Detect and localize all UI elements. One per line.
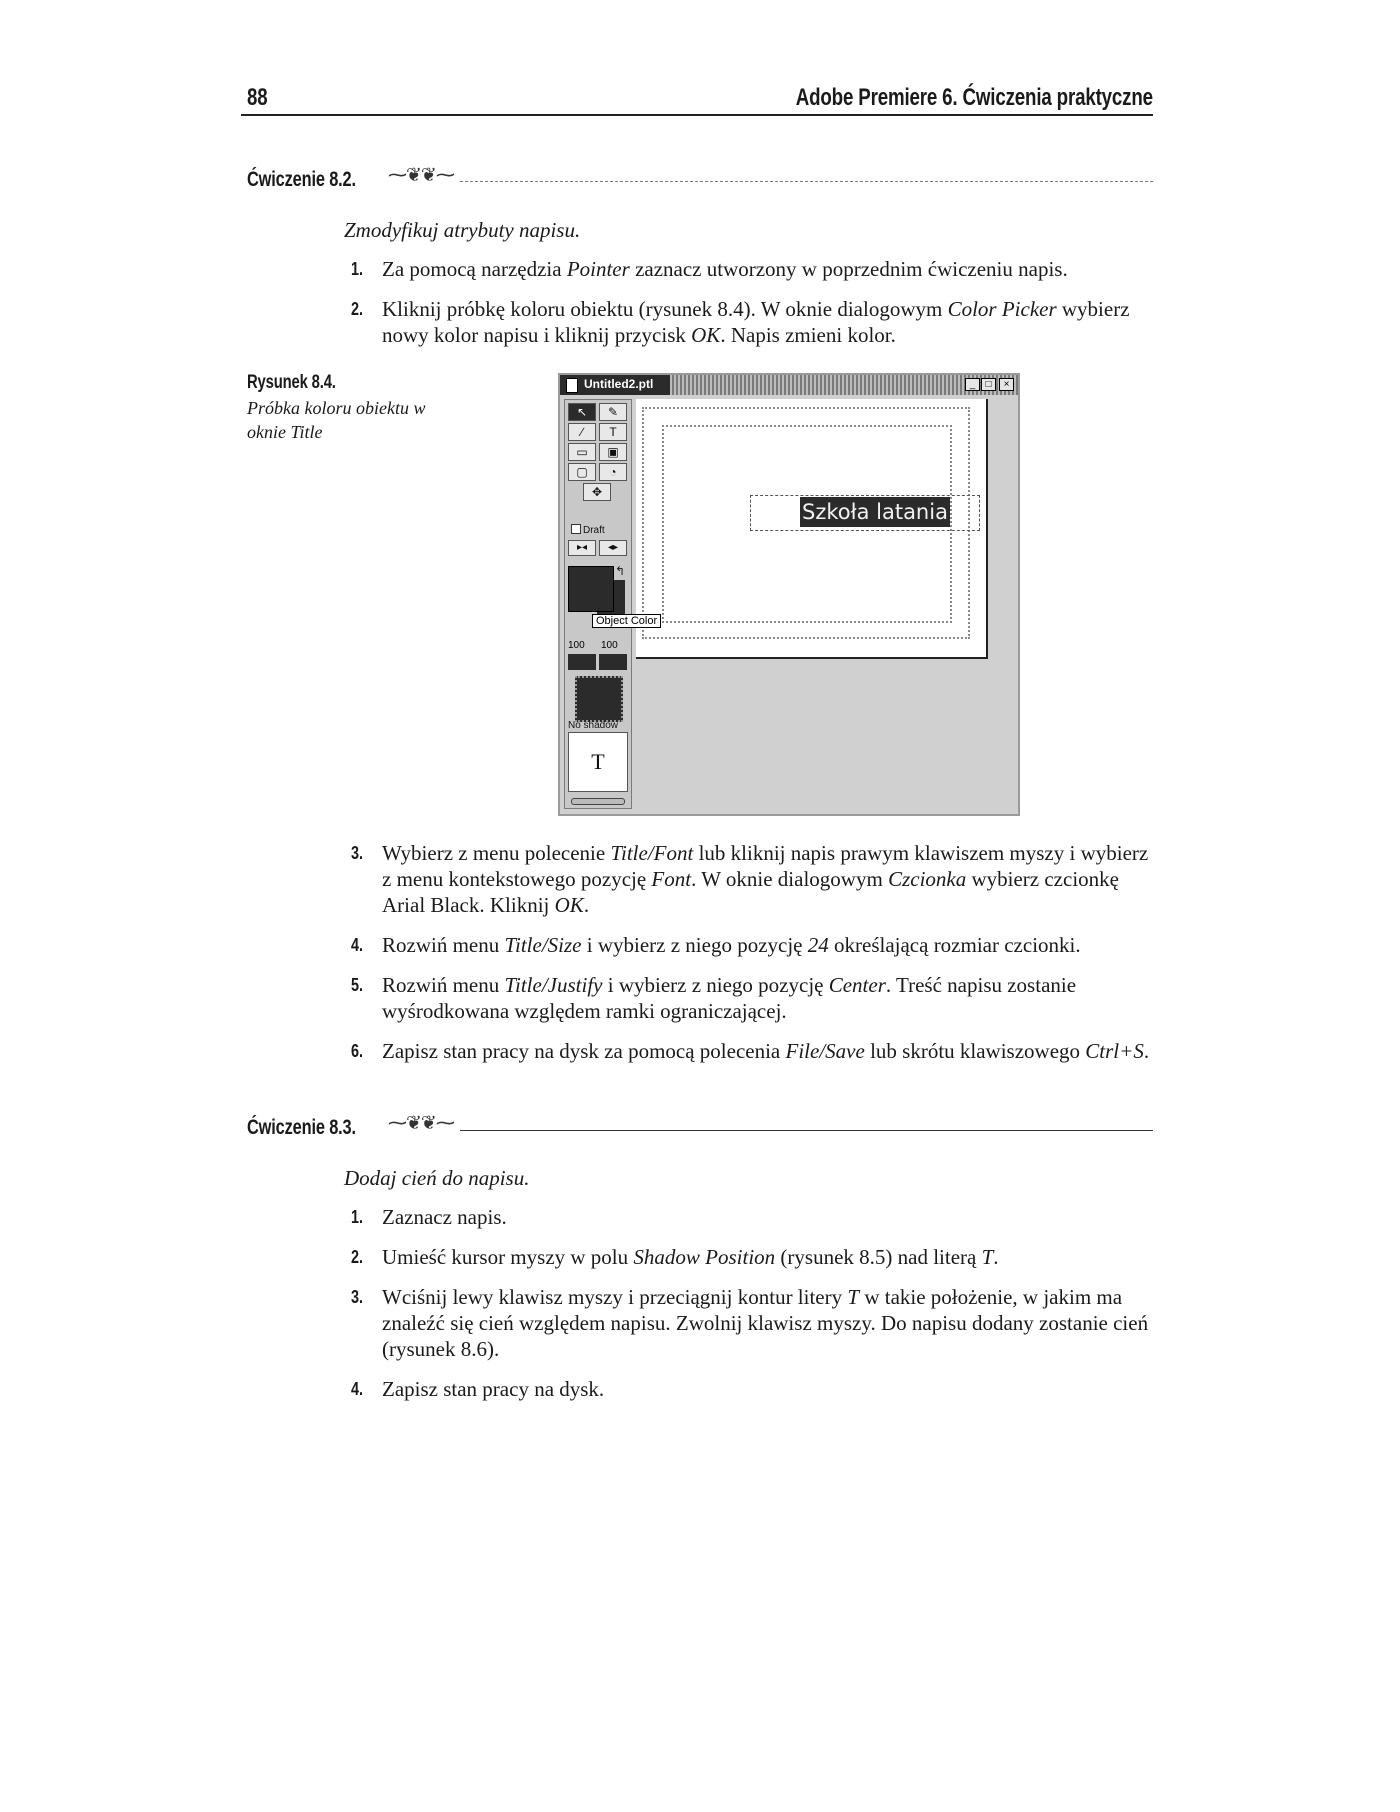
pointer-tool-icon[interactable]: ↖ (568, 403, 596, 421)
type-tool-icon[interactable]: T (599, 423, 627, 441)
exercise-rule (460, 181, 1153, 182)
rounded-rect-tool-icon[interactable]: ▢ (568, 463, 596, 481)
step-item: 4. Rozwiń menu Title/Size i wybierz z niego pozycję 24 określającą rozmiar czcionki. (351, 933, 1081, 957)
figure-caption: Próbka koloru obiektu w oknie Title (247, 398, 426, 442)
step-list-continued (351, 840, 1151, 1078)
shadow-letter[interactable]: T (591, 749, 605, 774)
title-canvas[interactable] (636, 399, 988, 659)
running-title: Adobe Premiere 6. Ćwiczenia praktyczne (795, 84, 1153, 111)
minimize-button[interactable]: _ (965, 378, 980, 391)
filled-rectangle-tool-icon[interactable]: ▣ (599, 443, 627, 461)
figure-label: Rysunek 8.4. (247, 372, 336, 393)
line-tool-icon[interactable]: ∕ (568, 423, 596, 441)
no-shadow-label: No shadow (568, 720, 619, 731)
step-number: 2. (351, 1247, 364, 1267)
rectangle-tool-icon[interactable]: ▭ (568, 443, 596, 461)
window-titlebar[interactable] (560, 375, 1018, 395)
gradient-start-swatch[interactable] (568, 654, 596, 670)
maximize-button[interactable]: □ (981, 378, 996, 391)
draft-checkbox[interactable]: Draft (571, 524, 605, 536)
step-item: 1. Zaznacz napis. (351, 1205, 507, 1229)
title-window (558, 373, 1020, 816)
step-number: 3. (351, 1287, 364, 1307)
step-number: 2. (351, 299, 364, 319)
step-number: 3. (351, 843, 364, 863)
object-color-swatch[interactable] (568, 566, 614, 612)
shadow-position-box[interactable] (568, 732, 628, 792)
step-item: 3. Wciśnij lewy klawisz myszy i przeciągnij kontur litery T w takie położenie, w jakim ma znaleźć się cień względem napisu. Zwolnij klawisz myszy. Do napisu dodany zostanie cień (rysunek 8.6). (351, 1285, 1149, 1361)
justify-right-icon[interactable]: ◂▸ (599, 540, 627, 556)
palette-scrollbar[interactable] (571, 798, 625, 805)
step-item: 6. Zapisz stan pracy na dysk za pomocą polecenia File/Save lub skrótu klawiszowego Ctrl+S. (351, 1039, 1150, 1063)
selected-title-text[interactable]: Szkoła latania (800, 497, 950, 527)
step-item: 3. Wybierz z menu polecenie Title/Font lub kliknij napis prawym klawiszem myszy i wybierz z menu kontekstowego pozycję Font. W oknie dialogowym Czcionka wybierz czcionkę Arial Black. Kliknij OK. (351, 841, 1149, 917)
step-number: 4. (351, 935, 364, 955)
exercise-task: Dodaj cień do napisu. (344, 1166, 530, 1190)
tool-palette (564, 399, 658, 809)
step-item: 4. Zapisz stan pracy na dysk. (351, 1377, 605, 1401)
move-tool-icon[interactable]: ✥ (583, 483, 611, 501)
exercise-heading-8-2: Ćwiczenie 8.2. (247, 168, 356, 191)
object-opacity-value[interactable]: 100 (568, 640, 585, 651)
step-item: 2. Kliknij próbkę koloru obiektu (rysunek 8.4). W oknie dialogowym Color Picker wybierz nowy kolor napisu i kliknij przycisk OK. Napis zmieni kolor. (351, 297, 1130, 347)
step-item: 1. Za pomocą narzędzia Pointer zaznacz utworzony w poprzednim ćwiczeniu napis. (351, 257, 1068, 281)
step-number: 4. (351, 1379, 364, 1399)
eyedropper-tool-icon[interactable]: ✎ (599, 403, 627, 421)
step-number: 5. (351, 975, 364, 995)
exercise-task: Zmodyfikuj atrybuty napisu. (344, 218, 581, 242)
swap-colors-icon[interactable]: ↰ (615, 564, 626, 578)
document-icon (566, 378, 578, 393)
exercise-heading-8-3: Ćwiczenie 8.3. (247, 1116, 356, 1139)
exercise-ornament: ⁓❦❦⁓ (388, 165, 454, 186)
object-color-tooltip: Object Color (592, 614, 661, 628)
step-item: 2. Umieść kursor myszy w polu Shadow Position (rysunek 8.5) nad literą T. (351, 1245, 999, 1269)
gradient-end-swatch[interactable] (599, 654, 627, 670)
close-button[interactable]: × (999, 378, 1014, 391)
step-item: 5. Rozwiń menu Title/Justify i wybierz z niego pozycję Center. Treść napisu zostanie wyśrodkowana względem ramki ograniczającej. (351, 973, 1077, 1023)
step-list (351, 256, 1151, 362)
window-title: Untitled2.ptl (584, 377, 654, 391)
shadow-opacity-value[interactable]: 100 (601, 640, 618, 651)
header-rule (241, 114, 1153, 116)
oval-tool-icon[interactable]: ◔ (599, 463, 627, 481)
exercise-ornament: ⁓❦❦⁓ (388, 1113, 454, 1134)
step-number: 1. (351, 1207, 364, 1227)
step-number: 1. (351, 259, 364, 279)
background-color-swatch[interactable] (575, 676, 623, 722)
step-list (351, 1204, 1151, 1416)
step-number: 6. (351, 1041, 364, 1061)
page-number: 88 (247, 84, 268, 111)
exercise-rule (460, 1130, 1153, 1131)
justify-left-icon[interactable]: ▸◂ (568, 540, 596, 556)
